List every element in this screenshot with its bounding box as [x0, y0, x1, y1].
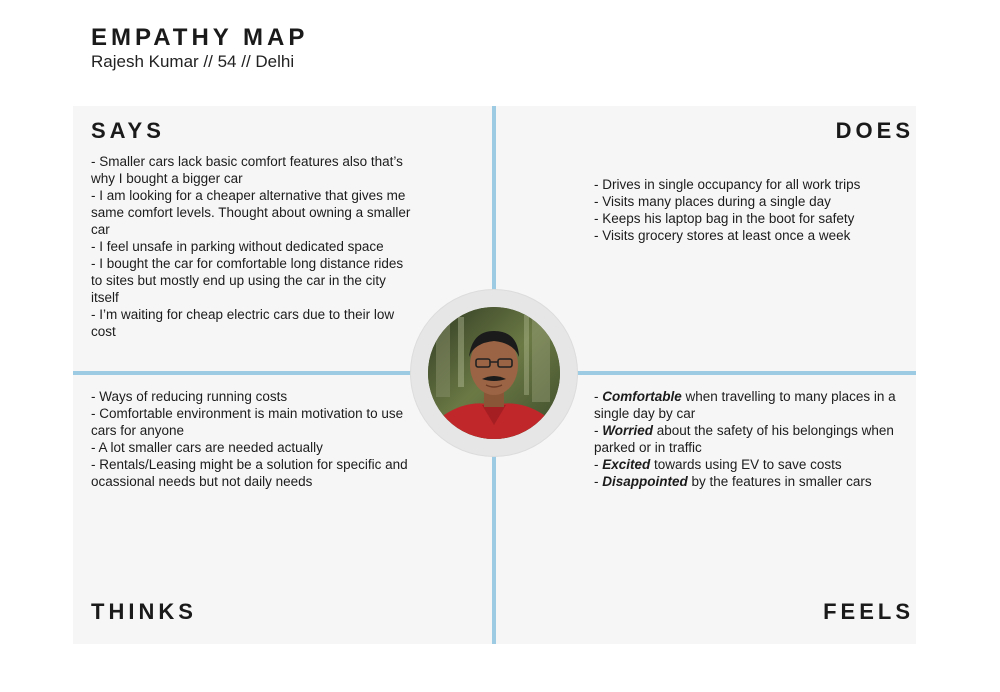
- feels-heading: FEELS: [823, 599, 914, 624]
- says-heading: SAYS: [91, 118, 165, 143]
- item-text: about the safety of his belongings when parked or in traffic: [594, 423, 894, 455]
- user-photo-icon: [428, 307, 560, 439]
- thinks-heading: THINKS: [91, 599, 197, 624]
- emphasis-word: Worried: [602, 423, 654, 438]
- list-item: - Keeps his laptop bag in the boot for safety: [594, 211, 855, 226]
- list-item: [594, 388, 899, 422]
- item-text: by the features in smaller cars: [687, 474, 872, 489]
- does-list: [594, 176, 894, 244]
- feels-list: [594, 388, 899, 490]
- item-text: towards using EV to save costs: [650, 457, 842, 472]
- does-heading: DOES: [835, 118, 914, 143]
- item-text: when travelling to many places in a single day by car: [594, 389, 896, 421]
- avatar: [428, 307, 560, 439]
- item-prefix: -: [594, 457, 603, 472]
- list-item: [594, 422, 899, 456]
- item-prefix: -: [594, 474, 603, 489]
- list-item: [594, 473, 899, 490]
- emphasis-word: Disappointed: [602, 474, 688, 489]
- emphasis-word: Excited: [602, 457, 651, 472]
- list-item: - I’m waiting for cheap electric cars due to their low cost: [91, 307, 395, 339]
- list-item: - Visits many places during a single day: [594, 194, 831, 209]
- list-item: - Ways of reducing running costs: [91, 389, 288, 404]
- list-item: - Rentals/Leasing might be a solution for specific and ocassional needs but not daily needs: [91, 457, 408, 489]
- item-prefix: -: [594, 423, 603, 438]
- thinks-list: [91, 388, 411, 490]
- list-item: - Drives in single occupancy for all work trips: [594, 177, 861, 192]
- list-item: - A lot smaller cars are needed actually: [91, 440, 323, 455]
- list-item: - Smaller cars lack basic comfort features also that’s why I bought a bigger car: [91, 154, 403, 186]
- persona-subtitle: Rajesh Kumar // 54 // Delhi: [91, 52, 295, 71]
- list-item: - Comfortable environment is main motivation to use cars for anyone: [91, 406, 404, 438]
- list-item: - Visits grocery stores at least once a week: [594, 228, 851, 243]
- list-item: - I bought the car for comfortable long distance rides to sites but mostly end up using the car in the city itself: [91, 256, 404, 305]
- list-item: - I am looking for a cheaper alternative that gives me same comfort levels. Thought about owning a smaller car: [91, 188, 411, 237]
- page-title: EMPATHY MAP: [91, 24, 309, 51]
- emphasis-word: Comfortable: [602, 389, 682, 404]
- says-list: [91, 153, 411, 340]
- item-prefix: -: [594, 389, 603, 404]
- list-item: [594, 456, 899, 473]
- list-item: - I feel unsafe in parking without dedicated space: [91, 239, 384, 254]
